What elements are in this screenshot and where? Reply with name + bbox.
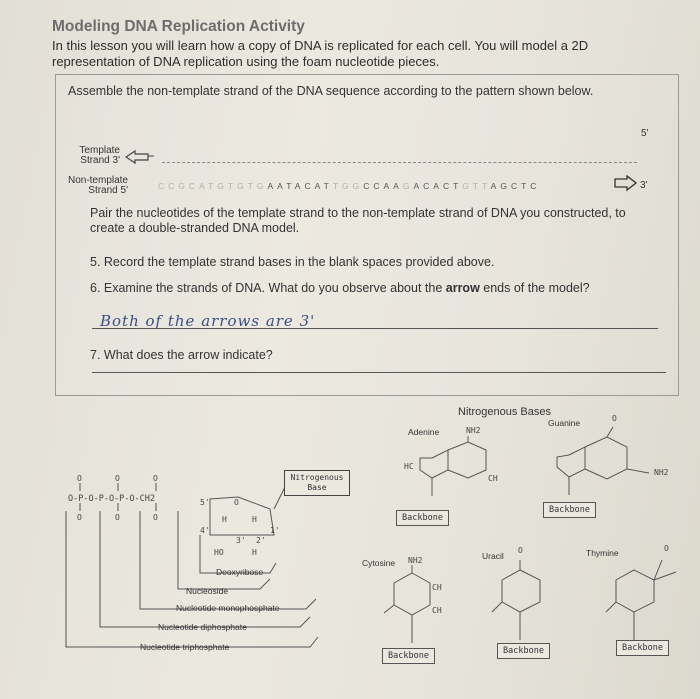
intro-text: In this lesson you will learn how a copy of DNA is replicated for each cell. You will model a 2D representation of DNA replication using the foam nucleotide pieces.	[52, 38, 589, 69]
seq-part: TGG	[332, 181, 364, 191]
seq-part: A	[267, 181, 278, 191]
svg-text:5': 5'	[200, 498, 210, 507]
sugar-h: H	[222, 515, 227, 524]
sugar-h: H	[252, 515, 257, 524]
uracil-o: O	[518, 546, 523, 555]
monophosphate-label: Nucleotide monophosphate	[176, 603, 280, 613]
nucleoside-label: Nucleoside	[186, 586, 229, 596]
cytosine-ch: CH	[432, 583, 442, 592]
nontemplate-arrow-icon	[613, 174, 639, 192]
seq-part: CCGCAT	[158, 181, 218, 191]
svg-text:2': 2'	[256, 536, 266, 545]
seq-part: ACACT	[413, 181, 463, 191]
seq-part: G	[402, 181, 414, 191]
guanine-structure	[545, 425, 680, 500]
guanine-backbone: Backbone	[543, 502, 596, 518]
thymine-backbone: Backbone	[616, 640, 669, 656]
sugar-ho: HO	[214, 548, 224, 557]
template-label	[74, 146, 120, 166]
triphosphate-label: Nucleotide triphosphate	[140, 642, 230, 652]
template-label-line2: Strand 3'	[80, 155, 120, 166]
nbase-line1: Nitrogenous	[290, 473, 344, 482]
nontemplate-label	[58, 176, 128, 196]
guanine-o: O	[612, 414, 617, 423]
thymine-label: Thymine	[586, 548, 619, 558]
adenine-label: Adenine	[408, 427, 440, 437]
svg-text:O: O	[153, 475, 158, 483]
pair-instruction: Pair the nucleotides of the template strand to the non-template strand of DNA you constructed, to create a double-stranded DNA model.	[90, 206, 626, 235]
question-6-answer[interactable]: Both of the arrows are 3'	[100, 312, 316, 330]
adenine-structure	[400, 436, 510, 506]
seq-part: AGCTC	[490, 181, 541, 191]
template-5prime: 5'	[641, 128, 649, 139]
uracil-label: Uracil	[482, 551, 504, 561]
svg-text:O: O	[234, 498, 239, 507]
adenine-ch: CH	[488, 474, 498, 483]
uracil-structure	[490, 556, 570, 642]
cytosine-ch: CH	[432, 606, 442, 615]
svg-text:1': 1'	[270, 526, 280, 535]
question-6	[90, 281, 590, 295]
seq-part: GTGTG	[217, 181, 268, 191]
svg-text:O: O	[77, 513, 82, 522]
template-blank-line[interactable]	[162, 162, 637, 163]
answer-line-6	[92, 328, 658, 329]
adenine-hc: HC	[404, 462, 414, 471]
question-5: 5. Record the template strand bases in the blank spaces provided above.	[90, 255, 495, 269]
assemble-instruction: Assemble the non-template strand of the DNA sequence according to the pattern shown below.	[68, 84, 594, 98]
nontemplate-3prime: 3'	[640, 180, 648, 191]
svg-text:O: O	[115, 475, 120, 483]
adenine-nh2: NH2	[466, 426, 481, 435]
answer-line-7[interactable]	[92, 372, 666, 373]
cytosine-structure	[380, 565, 460, 647]
svg-text:3': 3'	[236, 536, 246, 545]
svg-text:O: O	[115, 513, 120, 522]
diphosphate-label: Nucleotide diphosphate	[158, 622, 247, 632]
seq-part: GTT	[462, 181, 491, 191]
q6-bold: arrow	[445, 281, 480, 295]
svg-text:4': 4'	[200, 526, 210, 535]
deoxyribose-label: Deoxyribose	[216, 567, 264, 577]
page-title: Modeling DNA Replication Activity	[52, 18, 305, 35]
guanine-nh2: NH2	[654, 468, 669, 477]
q6-prefix: 6. Examine the strands of DNA. What do you observe about the	[90, 281, 446, 295]
phosphate-chain: O-P-O-P-O-P-O-CH2	[68, 494, 155, 504]
template-arrow-icon	[122, 148, 158, 166]
adenine-backbone: Backbone	[396, 510, 449, 526]
nbase-line2: Base	[307, 483, 327, 492]
nitrogenous-base-box	[284, 470, 350, 496]
thymine-o: O	[664, 544, 669, 553]
seq-part: ATACAT	[277, 181, 333, 191]
cytosine-label: Cytosine	[362, 558, 396, 568]
nontemplate-sequence	[158, 181, 540, 191]
template-label-line1: Template	[79, 145, 120, 156]
nitrogenous-bases-title: Nitrogenous Bases	[458, 406, 551, 418]
seq-part: CCAA	[363, 181, 403, 191]
thymine-structure	[596, 556, 700, 644]
nontemplate-label-line1: Non-template	[67, 175, 128, 186]
cytosine-backbone: Backbone	[382, 648, 435, 664]
q6-suffix: ends of the model?	[479, 281, 590, 295]
guanine-label: Guanine	[548, 418, 581, 428]
svg-text:O: O	[77, 475, 82, 483]
nontemplate-label-line2: Strand 5'	[88, 185, 128, 196]
cytosine-nh2: NH2	[408, 556, 423, 565]
question-7: 7. What does the arrow indicate?	[90, 348, 273, 362]
sugar-h: H	[252, 548, 257, 557]
svg-text:O: O	[153, 513, 158, 522]
uracil-backbone: Backbone	[497, 643, 550, 659]
